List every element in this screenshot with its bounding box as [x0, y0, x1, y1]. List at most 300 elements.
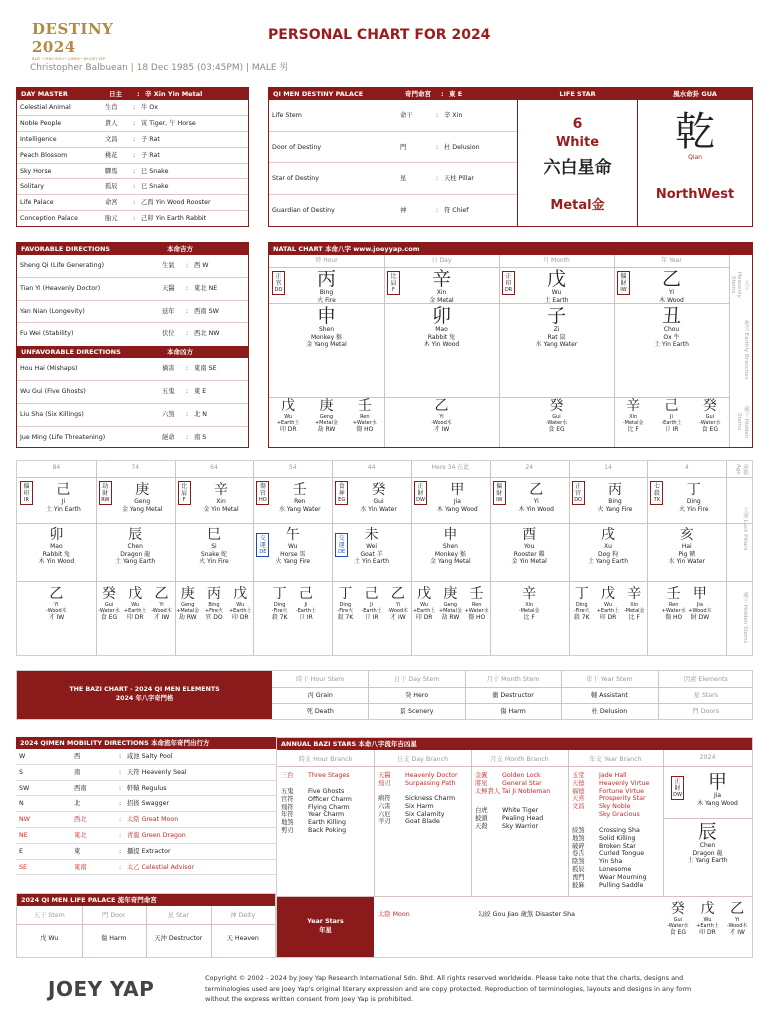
stem-char: 丁	[686, 482, 701, 498]
hidden-god: 劫 RW	[178, 614, 197, 621]
star-en: Surpassing Path	[405, 779, 456, 787]
luck-age: 84	[52, 464, 61, 471]
lp-head: 星 Star	[167, 912, 189, 919]
hidden-pinyin: Yi	[439, 414, 444, 420]
star-column	[281, 772, 350, 780]
badge-cn2: 運	[338, 542, 345, 549]
branch-animal: Pig 豬	[678, 550, 696, 558]
badge-cn2: 運	[259, 542, 266, 549]
divider	[658, 671, 659, 719]
row-cn: 伏位	[162, 330, 175, 338]
star-en: Goat Blade	[405, 818, 440, 826]
row-value: 西南 SW	[194, 307, 219, 315]
day-master-panel	[16, 87, 249, 227]
hidden-pinyin: Ji	[670, 414, 673, 420]
star-cn: 五鬼	[281, 788, 294, 795]
hidden-god: 殺 7K	[337, 614, 354, 621]
luck-age: 54	[288, 464, 297, 471]
hidden-stem	[422, 399, 460, 434]
row-value: 子 Rat	[141, 135, 160, 143]
row-label: Life Stem	[272, 112, 302, 119]
row-label: Hou Hai (Mishaps)	[20, 365, 78, 373]
direction-value: 太乙 Celestial Advisor	[127, 863, 194, 871]
qe-cell: 杜 Delusion	[591, 708, 628, 715]
stem-element: 火 Yang Fire	[597, 505, 633, 513]
stem-element: 水 Yang Water	[278, 505, 321, 513]
hidden-element: -Fire火	[271, 608, 288, 614]
hidden-pinyin: Jia	[696, 602, 703, 608]
star-en: Tai Ji Nobleman	[502, 787, 551, 795]
stem-pinyin: Ding	[686, 498, 701, 505]
direction-en: NE	[19, 831, 28, 839]
hidden-god: 食 EG	[701, 426, 718, 433]
hidden-element: +Earth土	[696, 923, 719, 929]
direction-cn: 西南	[74, 784, 87, 792]
hidden-pinyin: Gui	[673, 917, 683, 923]
info-row	[269, 100, 517, 132]
hidden-char: 癸	[702, 398, 717, 414]
row-cn: 生肖	[105, 104, 118, 111]
divider	[269, 397, 729, 398]
hidden-char: 庚	[180, 586, 195, 602]
qimen-elements-title	[17, 671, 272, 719]
gender: MALE 男	[251, 63, 289, 73]
hidden-char: 戊	[700, 901, 715, 917]
favorable-header	[17, 243, 248, 255]
pillar-label: 月 Month	[543, 257, 570, 264]
qe-cell: 景 Scenery	[399, 708, 434, 715]
star-en: Year Charm	[308, 811, 345, 819]
star-cn-list	[572, 827, 599, 889]
branch-element: 水 Yang Water	[535, 341, 578, 348]
row-cn: 孤辰	[105, 183, 118, 191]
direction-cn: 西	[74, 753, 81, 760]
star-en: Back Poking	[308, 826, 347, 834]
row-colon: :	[186, 387, 189, 395]
stem-pinyin: Bing	[608, 498, 622, 505]
branch-element: 土 Yang Earth	[687, 857, 728, 864]
branch-char: 卯	[431, 305, 451, 327]
annual-head: 月支 Month Branch	[490, 756, 549, 763]
star-cn: 地煞	[281, 819, 294, 827]
hidden-element: +Water水	[352, 420, 377, 426]
header-value: 東 E	[449, 90, 463, 98]
row-label: Sky Horse	[20, 167, 52, 175]
header-cn: 本命凶方	[167, 348, 193, 357]
hidden-stem	[411, 587, 437, 622]
hidden-stem	[663, 902, 693, 937]
star-column	[378, 772, 458, 788]
hidden-element: +Metal金	[314, 420, 338, 426]
hidden-god: 食 EG	[548, 426, 565, 433]
star-en: Prosperity Star	[599, 795, 646, 803]
hidden-element: -Metal金	[623, 608, 645, 614]
branch-element: 金 Yang Metal	[430, 558, 471, 565]
hidden-god: 印 DR	[699, 929, 716, 936]
hidden-element: +Water水	[661, 608, 686, 614]
heavenly-stem	[614, 269, 729, 304]
hidden-char: 壬	[666, 586, 681, 602]
ten-god-en: DO	[274, 287, 283, 293]
star-en-list	[502, 772, 550, 795]
hidden-stem	[96, 587, 122, 622]
direction-en: NW	[19, 816, 30, 824]
row-label: Life Palace	[20, 199, 54, 207]
annual-head: 年支 Year Branch	[589, 756, 642, 763]
luck-branch	[96, 528, 175, 566]
hidden-element: -Metal金	[518, 608, 540, 614]
hidden-pinyin: Gui	[552, 414, 561, 420]
lp-value: 傷 Harm	[100, 935, 127, 942]
branch-char: 辰	[128, 527, 143, 543]
row-cn: 驛馬	[105, 167, 118, 175]
hidden-stem	[652, 399, 690, 434]
stem-element: 土 Yin Earth	[45, 505, 81, 513]
ten-god-cn1: 正	[505, 273, 512, 280]
hidden-pinyin: Wu	[284, 414, 293, 420]
luck-stem	[583, 483, 648, 513]
divider	[272, 687, 752, 688]
branch-pinyin: Xu	[604, 543, 612, 550]
row-label: Celestial Animal	[20, 104, 71, 111]
row-colon: :	[133, 183, 136, 191]
branch-char: 申	[443, 527, 458, 543]
branch-animal: Rooster 雞	[513, 550, 545, 558]
row-colon: :	[436, 143, 439, 151]
row-label: Noble People	[20, 119, 62, 127]
colon: :	[119, 768, 122, 776]
hidden-char: 戊	[600, 586, 615, 602]
lp-head: 天干 Stem	[33, 912, 65, 919]
colon: :	[119, 753, 122, 760]
ten-god-cn2: 肩	[181, 490, 188, 497]
direction-cn: 東北	[74, 831, 87, 839]
star-cn: 六害	[378, 802, 391, 810]
row-label: Peach Blossom	[20, 151, 68, 159]
stem-char: 甲	[450, 482, 465, 498]
row-side-label: 天干 Heavenly Stems	[730, 272, 749, 298]
branch-element: 木 Yin Wood	[423, 341, 460, 348]
row-cn: 文昌	[105, 135, 118, 143]
branch-animal: Snake 蛇	[200, 550, 228, 558]
hidden-char: 丁	[574, 586, 589, 602]
stem-pinyin: Xin	[216, 498, 226, 505]
qimen-palace-panel	[268, 87, 518, 227]
ten-god-cn1: 劫	[102, 483, 109, 490]
row-value: 杜 Delusion	[444, 143, 480, 151]
branch-pinyin: Wu	[288, 543, 298, 550]
row-cn: 胎元	[105, 215, 118, 223]
star-en-list	[405, 795, 455, 826]
row-side-label: 大運 Luck Pillars	[742, 507, 748, 551]
hidden-element: +Earth土	[228, 608, 252, 614]
heavenly-stem	[384, 269, 499, 304]
hidden-pinyin: Ji	[304, 602, 308, 608]
hidden-god: 比 F	[627, 426, 639, 433]
ten-god-cn2: 財	[674, 785, 681, 792]
colon: :	[119, 800, 122, 808]
stem-char: 丙	[316, 268, 336, 290]
qe-cell: 死 Death	[306, 708, 334, 715]
star-cn: 飛符	[281, 803, 294, 811]
sep: |	[245, 63, 250, 73]
lp-head: 神 Deity	[230, 912, 256, 919]
row-label: Jue Ming (Life Threatening)	[20, 433, 106, 441]
divider	[368, 671, 369, 719]
row-cn: 神	[400, 206, 407, 214]
hidden-pinyin: Xin	[629, 414, 638, 420]
luck-pillars	[16, 460, 753, 656]
badge-en: DE	[338, 549, 346, 555]
hidden-pinyin: Wu	[420, 602, 429, 608]
stem-char: 戊	[546, 268, 566, 290]
divider	[471, 750, 472, 896]
luck-branch	[175, 528, 254, 566]
branch-pinyin: Zi	[553, 326, 560, 333]
hidden-char: 乙	[434, 398, 449, 414]
hidden-pinyin: Ding	[575, 602, 588, 608]
hidden-char: 丁	[338, 586, 353, 602]
divider	[269, 267, 729, 268]
star-en: Three Stages	[308, 772, 350, 779]
direction-en: S	[19, 768, 23, 776]
luck-age: 24	[525, 464, 534, 471]
row-label: Sheng Qi (Life Generating)	[20, 262, 105, 269]
row-colon: :	[436, 112, 439, 119]
star-en: White Tiger	[502, 807, 539, 814]
hidden-god: 比 F	[628, 614, 640, 621]
footer-logo: JOEY YAP	[48, 977, 155, 1001]
row-cn: 絕命	[162, 433, 175, 441]
hidden-element: -Metal金	[622, 420, 644, 426]
row-cn: 命干	[400, 112, 413, 119]
stem-pinyin: Yi	[668, 289, 675, 296]
hidden-element: -Wood木	[726, 923, 748, 929]
star-column	[572, 827, 647, 889]
divider	[726, 461, 727, 655]
stem-element: 金 Yang Metal	[121, 505, 163, 513]
branch-pinyin: Mao	[50, 543, 63, 550]
stem-char: 丙	[607, 482, 622, 498]
colon: :	[119, 831, 122, 839]
divider	[465, 671, 466, 719]
row-cn: 生氣	[162, 262, 175, 269]
year-stars-black: 勾絞 Gou Jiao 歲煞 Disaster Sha	[478, 911, 576, 918]
hidden-element: +Earth土	[596, 608, 620, 614]
row-label: Door of Destiny	[272, 143, 322, 151]
ten-god-cn1: 正	[275, 273, 282, 280]
colon: :	[137, 90, 140, 98]
stem-element: 木 Yang Wood	[697, 799, 738, 807]
hidden-char: 乙	[390, 586, 405, 602]
hidden-god: 卩 IR	[364, 614, 379, 621]
info-row	[17, 301, 248, 324]
hidden-pinyin: Ren	[668, 602, 679, 608]
row-cn: 延年	[162, 307, 175, 315]
ten-god-en: IR	[24, 497, 29, 503]
hidden-stem	[691, 399, 729, 434]
hidden-stem	[385, 587, 411, 622]
branch-element: 土 Yin Earth	[354, 558, 389, 565]
ten-god-en: HO	[259, 497, 267, 503]
pillar-label: 日 Day	[431, 257, 452, 264]
branch-element: 土 Yang Earth	[115, 558, 156, 565]
branch-pinyin: Chen	[127, 543, 143, 550]
hidden-pinyin: Wu	[131, 602, 140, 608]
hidden-stem	[595, 587, 621, 622]
ten-god-en: DW	[416, 497, 425, 503]
star-column	[378, 795, 455, 826]
star-en: Wear Mourning	[599, 873, 647, 881]
hidden-pinyin: Wu	[236, 602, 245, 608]
star-en: Flying Charm	[308, 803, 350, 811]
luck-stem	[425, 483, 490, 513]
hidden-god: 殺 7K	[271, 614, 288, 621]
hidden-element: +Earth土	[412, 608, 436, 614]
star-cn: 天殺	[475, 822, 488, 830]
star-cn: 將星	[475, 779, 488, 787]
divider	[277, 766, 752, 767]
hidden-god: 印 DR	[415, 614, 433, 621]
qe-cell: 因素 Elements	[683, 676, 728, 683]
row-label: Intelligence	[20, 135, 57, 143]
hidden-pinyin: Yi	[395, 602, 400, 608]
hidden-element: -Water水	[667, 923, 689, 929]
hidden-pinyin: Ren	[360, 414, 370, 420]
branch-animal: Rat 鼠	[547, 333, 566, 341]
star-cn-list	[281, 772, 308, 780]
badge-en: DE	[259, 549, 267, 555]
logo-tagline: BAZI • FENG SHUI • QIMEN • BY JOEY YAP	[32, 57, 105, 61]
star-cn: 羊刃	[378, 818, 391, 826]
hidden-stem	[464, 587, 490, 622]
info-row	[17, 358, 248, 381]
life-star-number: 6	[572, 116, 583, 132]
row-colon: :	[133, 215, 136, 223]
stem-char: 辛	[213, 482, 228, 498]
hidden-char: 戊	[128, 586, 143, 602]
branch-pinyin: Chen	[699, 842, 716, 849]
header-cn: 本命吉方	[167, 245, 193, 253]
info-row	[17, 211, 248, 227]
star-cn-list	[475, 807, 502, 830]
star-cn: 飛刃	[378, 779, 391, 787]
luck-branch	[411, 528, 490, 566]
hidden-char: 庚	[443, 586, 458, 602]
natal-grid	[269, 255, 752, 447]
directions-panel	[16, 242, 249, 448]
star-cn: 天德	[572, 779, 585, 787]
hidden-stem	[227, 587, 253, 622]
info-row	[17, 132, 248, 148]
hidden-pinyin: Geng	[181, 602, 195, 608]
luck-age: Here 34 在此	[431, 464, 470, 471]
luck-stem	[189, 483, 254, 513]
qe-cell: 時干 Hour Stem	[296, 676, 345, 683]
direction-en: SE	[19, 863, 27, 871]
hidden-char: 丁	[272, 586, 287, 602]
star-en: Solid Killing	[599, 834, 636, 842]
annual-head: 日支 Day Branch	[396, 756, 449, 763]
direction-value: 軒轅 Regulus	[127, 784, 167, 792]
branch-animal: Dog 狗	[597, 550, 618, 558]
row-colon: :	[186, 365, 189, 373]
divider	[211, 906, 212, 958]
hidden-god: 才 IW	[153, 614, 170, 621]
hidden-god: 劫 RW	[441, 614, 460, 621]
row-colon: :	[186, 433, 189, 441]
row-colon: :	[133, 119, 136, 127]
lp-value: 戊 Wu	[40, 935, 59, 942]
branch-char: 辰	[697, 821, 717, 843]
ten-god-cn1: 正	[417, 483, 424, 490]
gua-char: 乾	[675, 109, 715, 155]
row-label: Tian Yi (Heavenly Doctor)	[20, 284, 101, 292]
branch-animal: Goat 羊	[360, 550, 383, 558]
ten-god-cn1: 比	[181, 483, 188, 490]
branch-char: 子	[546, 305, 566, 327]
hidden-god: 殺 7K	[573, 614, 590, 621]
row-value: 牛 Ox	[141, 104, 158, 111]
row-colon: :	[436, 206, 439, 214]
header-cn: 奇門命宮	[405, 90, 431, 98]
branch-element: 金 Yin Metal	[511, 558, 547, 565]
hidden-stem	[122, 587, 148, 622]
branch-char: 戌	[600, 527, 615, 543]
row-label: Solitary	[20, 183, 44, 191]
hidden-stem	[516, 587, 542, 622]
star-en: Heavenly Doctor	[405, 772, 458, 779]
star-cn: 天醫	[378, 772, 391, 779]
ten-god-cn1: 偏	[496, 483, 503, 490]
luck-stem	[661, 483, 726, 513]
year-stars-en: Year Stars	[307, 918, 344, 925]
ten-god-cn2: 殺	[653, 490, 660, 497]
hidden-element: +Wood木	[688, 608, 712, 614]
star-column	[572, 772, 649, 819]
info-row	[269, 195, 517, 227]
branch-element: 火 Yang Fire	[275, 558, 311, 565]
pillar-label: 時 Hour	[315, 257, 338, 264]
mobility-panel	[16, 737, 276, 891]
luck-age: 44	[367, 464, 376, 471]
hidden-char: 戊	[233, 586, 248, 602]
info-row	[17, 164, 248, 180]
direction-en: E	[19, 847, 23, 855]
star-cn: 絞煞	[572, 827, 585, 834]
hidden-element: +Earth土	[123, 608, 147, 614]
branch-char: 卯	[49, 527, 64, 543]
stem-element: 火 Yin Fire	[679, 505, 709, 513]
star-cn: 病符	[378, 795, 391, 802]
gua-direction: NorthWest	[655, 187, 735, 202]
life-star-cn: 六白星命	[543, 158, 612, 178]
header-label: UNFAVORABLE DIRECTIONS	[21, 348, 121, 357]
mobility-row	[16, 765, 276, 781]
row-value: 符 Chief	[444, 206, 469, 214]
hidden-char: 戊	[281, 398, 296, 414]
info-row	[269, 163, 517, 195]
star-en: Lonesome	[599, 865, 632, 873]
branch-element: 土 Yang Earth	[587, 558, 629, 565]
lp-head: 門 Door	[102, 912, 126, 919]
hidden-pinyin: Xin	[525, 602, 534, 608]
hidden-stem	[537, 399, 575, 434]
star-en: Curled Tongue	[599, 850, 645, 858]
star-cn: 孤辰	[572, 865, 585, 873]
star-cn: 陰煞	[572, 858, 585, 866]
hidden-god: 才 IW	[390, 614, 406, 621]
